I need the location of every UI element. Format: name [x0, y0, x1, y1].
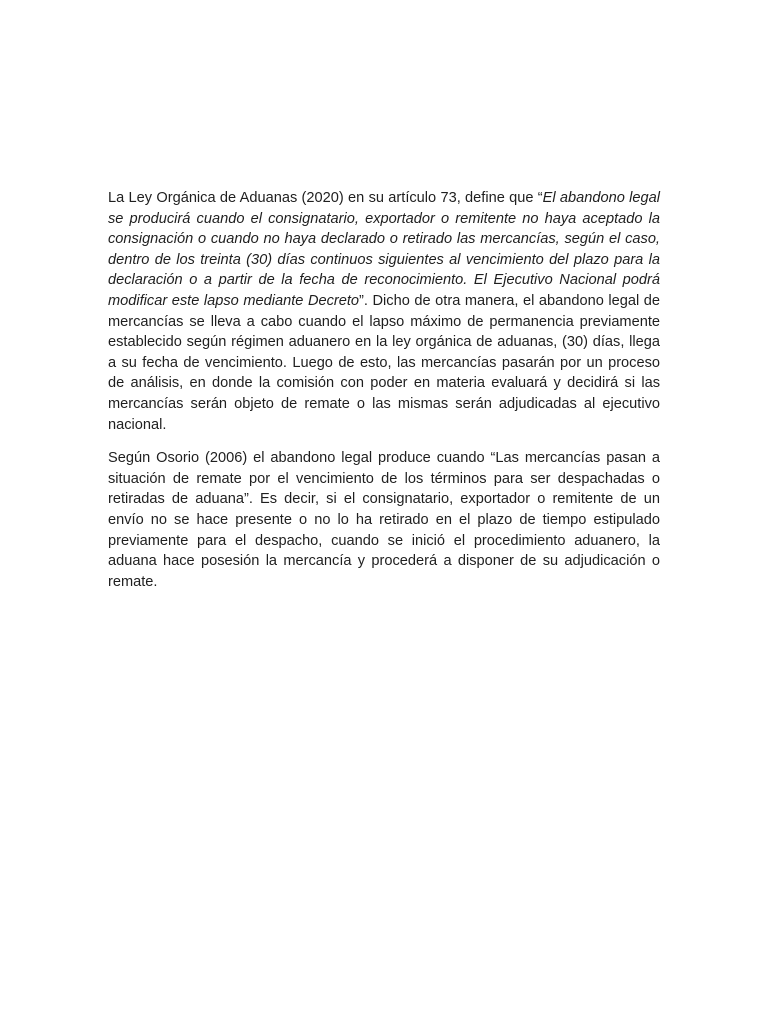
paragraph-1-tail: ”. Dicho de otra manera, el abandono legal de mercancías se lleva a cabo cuando el lapso máximo de permanencia previamente establecido según régimen aduanero en la ley orgánica de aduanas, (30) días, llega a su fecha de vencimiento. Luego de esto, las mercancías pasarán por un proceso de análisis, en donde la comisión con poder en materia evaluará y decidirá si las mercancías serán objeto de remate o las mismas serán adjudicadas al ejecutivo nacional. — [108, 292, 661, 433]
paragraph-1-italic-quote: El abandono legal se producirá cuando el consignatario, exportador o remitente no haya aceptado la consignación o cuando no haya declarado o retirado las mercancías, según el caso, dentro de los treinta (30) días continuos siguientes al vencimiento del plazo para la declaración o a partir de la fecha de reconocimiento. El Ejecutivo Nacional podrá modificar este lapso mediante Decreto — [108, 190, 660, 309]
paragraph-1-lead: La Ley Orgánica de Aduanas (2020) en su artículo 73, define que “ — [108, 190, 543, 206]
paragraph-2: Según Osorio (2006) el abandono legal produce cuando “Las mercancías pasan a situación de remate por el vencimiento de los términos para ser despachadas o retiradas de aduana”. Es decir, si el consignatario, exportador o remitente de un envío no se hace presente o no lo ha retirado en el plazo de tiempo estipulado previamente para el despacho, cuando se inició el procedimiento aduanero, la aduana hace posesión la mercancía y procederá a disponer de su adjudicación o remate. — [108, 450, 660, 590]
document-body — [108, 188, 660, 592]
paragraph-1 — [108, 188, 660, 435]
